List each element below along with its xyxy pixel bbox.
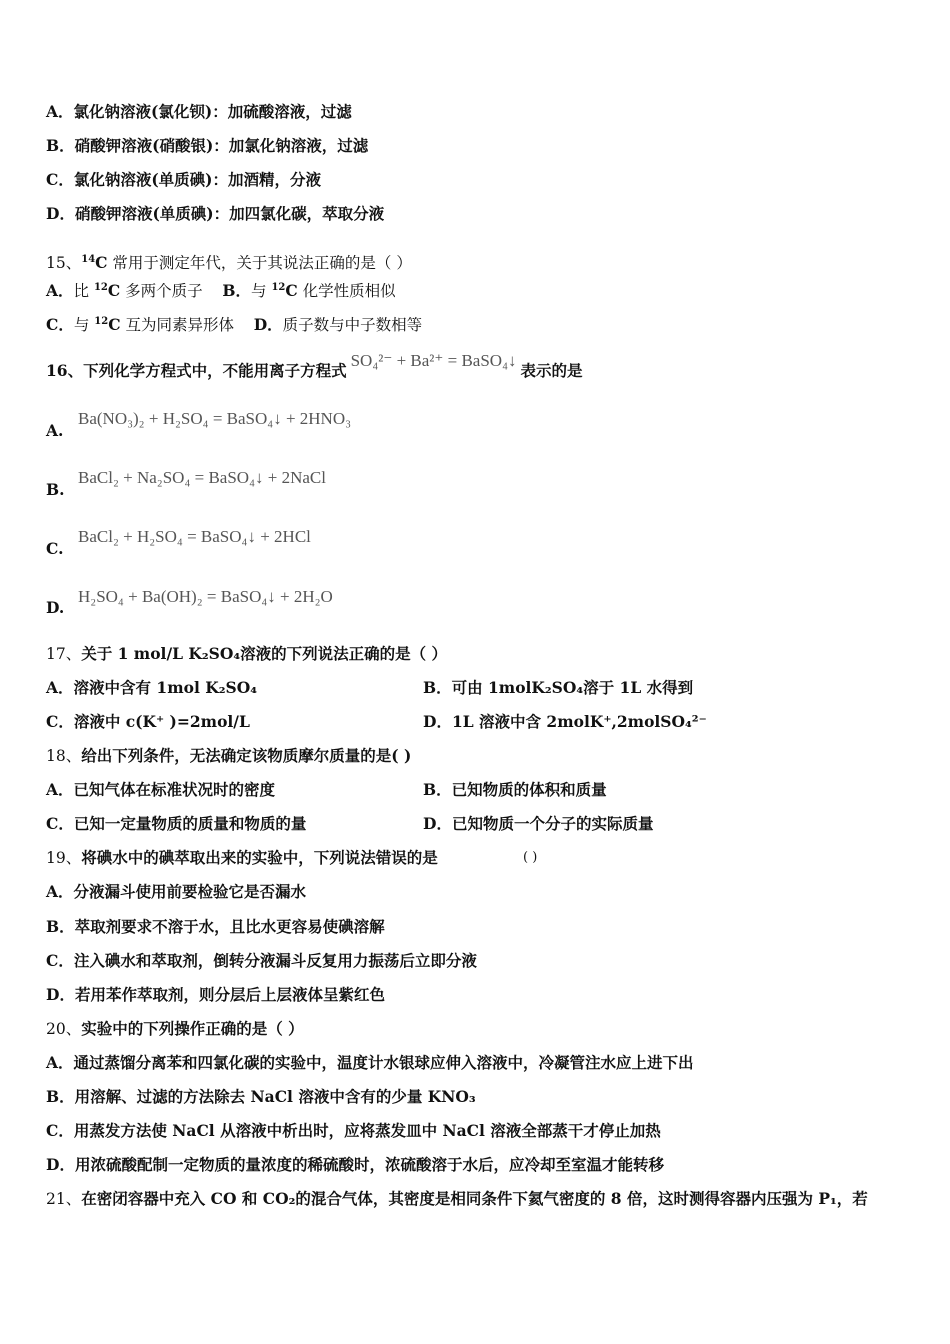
q17-options-ab: A．溶液中含有 1mol K₂SO₄ B．可由 1molK₂SO₄溶于 1L 水得到 <box>46 678 694 697</box>
q20-stem: 20、实验中的下列操作正确的是（ ） <box>46 1019 304 1038</box>
q16-option-d-label: D. <box>46 598 65 617</box>
q16-option-a-label: A. <box>46 421 64 440</box>
q16-option-b-equation: BaCl₂ + Na₂SO₄ = BaSO₄↓ + 2NaCl <box>78 468 326 487</box>
q20-option-b: B．用溶解、过滤的方法除去 NaCl 溶液中含有的少量 KNO₃ <box>46 1087 476 1106</box>
q18-stem: 18、给出下列条件，无法确定该物质摩尔质量的是( ) <box>46 746 412 765</box>
q14-option-d: D．硝酸钾溶液(单质碘)：加四氯化碳，萃取分液 <box>46 204 385 223</box>
q16-option-b-label: B. <box>46 480 65 499</box>
q15-options-ab: A．比 $^{12}$C 多两个质子 B．与 $^{12}$C 化学性质相似 <box>46 281 396 300</box>
q16-stem: 16、下列化学方程式中，不能用离子方程式SO₄²⁻ + Ba²⁺ = BaSO₄↓表示的是 <box>46 351 583 380</box>
q14-option-a: A．氯化钠溶液(氯化钡)：加硫酸溶液，过滤 <box>46 102 352 121</box>
q19-stem: 19、将碘水中的碘萃取出来的实验中，下列说法错误的是 ( ) <box>46 848 538 867</box>
q17-options-cd: C．溶液中 c(K⁺ )=2mol/L D．1L 溶液中含 2molK⁺,2molSO₄²⁻ <box>46 712 707 731</box>
q15-options-cd: C．与 $^{12}$C 互为同素异形体 D．质子数与中子数相等 <box>46 315 423 334</box>
q19-option-a: A．分液漏斗使用前要检验它是否漏水 <box>46 882 307 901</box>
q17-stem: 17、关于 1 mol/L K₂SO₄溶液的下列说法正确的是（ ） <box>46 644 448 663</box>
q19-option-b: B．萃取剂要求不溶于水，且比水更容易使碘溶解 <box>46 917 385 936</box>
q15-stem: 15、$^{14}$C 常用于测定年代，关于其说法正确的是（ ） <box>46 253 412 272</box>
q18-options-ab: A．已知气体在标准状况时的密度 B．已知物质的体积和质量 <box>46 780 607 799</box>
q16-option-c-label: C. <box>46 539 64 558</box>
q19-option-d: D．若用苯作萃取剂，则分层后上层液体呈紫红色 <box>46 985 385 1004</box>
q21-stem: 21、在密闭容器中充入 CO 和 CO₂的混合气体，其密度是相同条件下氦气密度的 8 倍，这时测得容器内压强为 P₁，若 <box>46 1189 868 1208</box>
q20-option-d: D．用浓硫酸配制一定物质的量浓度的稀硫酸时，浓硫酸溶于水后，应冷却至室温才能转移 <box>46 1155 664 1174</box>
q14-option-b: B．硝酸钾溶液(硝酸银)：加氯化钠溶液，过滤 <box>46 136 369 155</box>
q20-option-c: C．用蒸发方法使 NaCl 从溶液中析出时，应将蒸发皿中 NaCl 溶液全部蒸干才停止加热 <box>46 1121 661 1140</box>
q19-option-c: C．注入碘水和萃取剂，倒转分液漏斗反复用力振荡后立即分液 <box>46 951 477 970</box>
q16-option-c-equation: BaCl₂ + H₂SO₄ = BaSO₄↓ + 2HCl <box>78 527 311 546</box>
q16-option-a-equation: Ba(NO₃)₂ + H₂SO₄ = BaSO₄↓ + 2HNO₃ <box>78 409 352 428</box>
q16-ionic-equation: SO₄²⁻ + Ba²⁺ = BaSO₄↓ <box>350 351 517 370</box>
q18-options-cd: C．已知一定量物质的质量和物质的量 D．已知物质一个分子的实际质量 <box>46 814 654 833</box>
q14-option-c: C．氯化钠溶液(单质碘)：加酒精，分液 <box>46 170 322 189</box>
q20-option-a: A．通过蒸馏分离苯和四氯化碳的实验中，温度计水银球应伸入溶液中，冷凝管注水应上进下出 <box>46 1053 694 1072</box>
q16-option-d-equation: H₂SO₄ + Ba(OH)₂ = BaSO₄↓ + 2H₂O <box>78 587 333 606</box>
